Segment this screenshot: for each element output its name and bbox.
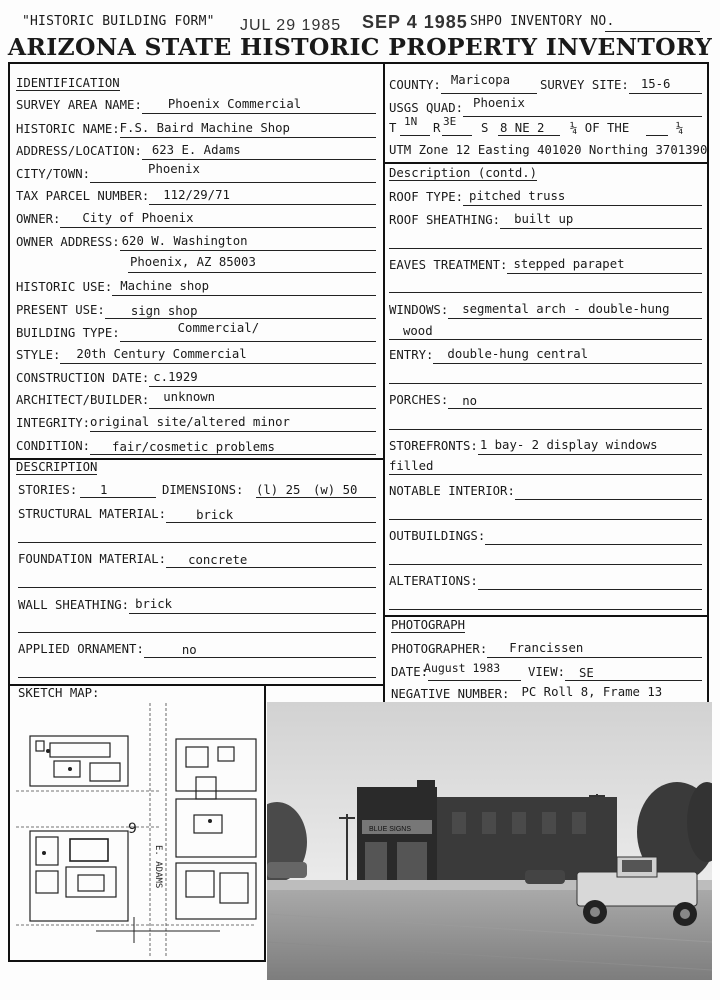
foundation-field[interactable]: [18, 548, 376, 568]
owner-label: OWNER:: [16, 212, 61, 226]
ornament-extra-rule[interactable]: [18, 677, 376, 678]
tax-parcel-field[interactable]: [16, 185, 376, 205]
construction-date-value: c.1929: [153, 370, 198, 384]
building-type-value: Commercial/: [177, 321, 260, 335]
negative-number-value: PC Roll 8, Frame 13: [521, 685, 663, 699]
description-heading: DESCRIPTION: [16, 460, 98, 474]
roof-type-label: ROOF TYPE:: [389, 190, 464, 204]
architect-label: ARCHITECT/BUILDER:: [16, 393, 150, 407]
dimension-length: (l) 25: [256, 483, 301, 497]
photograph-heading: PHOTOGRAPH: [391, 618, 466, 632]
range-label: R: [433, 121, 441, 135]
structural-value: brick: [196, 508, 234, 522]
survey-site-label: SURVEY SITE:: [540, 78, 629, 92]
usgs-quad-field[interactable]: [389, 97, 702, 117]
survey-site-value: 15-6: [640, 77, 671, 91]
address-field[interactable]: [16, 140, 376, 160]
storefronts-label: STOREFRONTS:: [389, 439, 478, 453]
wall-sheathing-value: brick: [135, 597, 173, 611]
roof-type-field[interactable]: [389, 186, 702, 206]
windows-label: WINDOWS:: [389, 303, 449, 317]
address-label: ADDRESS/LOCATION:: [16, 144, 142, 158]
photographer-value: Francissen: [509, 641, 584, 655]
owner-address-label: OWNER ADDRESS:: [16, 235, 120, 249]
shpo-inventory-label: SHPO INVENTORY NO.: [470, 14, 615, 29]
windows-value: segmental arch - double-hung: [462, 302, 670, 316]
survey-area-field[interactable]: [16, 94, 376, 114]
wall-sheathing-field[interactable]: [18, 594, 376, 614]
foundation-value: concrete: [188, 553, 248, 567]
city-label: CITY/TOWN:: [16, 167, 91, 181]
present-use-value: sign shop: [130, 304, 198, 318]
quarter-rule[interactable]: [646, 135, 668, 136]
entry-value: double-hung central: [447, 347, 589, 361]
entry-extra-rule[interactable]: [389, 383, 702, 384]
style-label: STYLE:: [16, 348, 61, 362]
city-field[interactable]: [16, 163, 376, 183]
township-label: T: [389, 121, 397, 135]
eaves-extra-rule[interactable]: [389, 292, 702, 293]
township-rule: [400, 135, 430, 136]
roof-extra-rule[interactable]: [389, 248, 702, 249]
architect-field[interactable]: [16, 389, 376, 409]
processed-stamp-date: SEP 4 1985: [362, 12, 468, 32]
building-type-field[interactable]: [16, 322, 376, 342]
tax-parcel-label: TAX PARCEL NUMBER:: [16, 189, 150, 203]
windows-value-2: wood: [403, 324, 433, 338]
storefronts-extra-rule: [389, 474, 702, 475]
stories-rule[interactable]: [80, 497, 156, 498]
sketch-map-heading: SKETCH MAP:: [18, 686, 100, 700]
outbuildings-extra-rule[interactable]: [389, 564, 702, 565]
shpo-inventory-field[interactable]: [605, 31, 700, 32]
sketch-street-label: E. ADAMS: [153, 845, 163, 889]
entry-label: ENTRY:: [389, 348, 434, 362]
structural-field[interactable]: [18, 503, 376, 523]
owner-value: City of Phoenix: [82, 211, 194, 225]
negative-number-label: NEGATIVE NUMBER:: [391, 687, 510, 701]
style-field[interactable]: [16, 344, 376, 364]
porches-field[interactable]: [389, 389, 702, 409]
sketch-map: [10, 703, 262, 958]
eaves-label: EAVES TREATMENT:: [389, 258, 508, 272]
condition-field[interactable]: [16, 435, 376, 455]
county-field[interactable]: [389, 74, 537, 94]
architect-value: unknown: [163, 390, 216, 404]
structural-label: STRUCTURAL MATERIAL:: [18, 507, 167, 521]
condition-value: fair/cosmetic problems: [112, 440, 275, 454]
usgs-quad-label: USGS QUAD:: [389, 101, 464, 115]
survey-area-label: SURVEY AREA NAME:: [16, 98, 142, 112]
wall-extra-rule[interactable]: [18, 632, 376, 633]
owner-address-line-2-rule: [128, 272, 376, 273]
section-rule: [498, 135, 560, 136]
historic-use-label: HISTORIC USE:: [16, 280, 113, 294]
section-value: 8 NE 2: [500, 121, 545, 135]
outbuildings-label: OUTBUILDINGS:: [389, 529, 486, 543]
condition-label: CONDITION:: [16, 439, 91, 453]
foundation-label: FOUNDATION MATERIAL:: [18, 552, 167, 566]
city-value: Phoenix: [148, 162, 200, 176]
negative-number-field[interactable]: [391, 683, 702, 703]
style-value: 20th Century Commercial: [76, 347, 247, 361]
historic-use-field[interactable]: [16, 276, 376, 296]
roof-type-value: pitched truss: [469, 189, 566, 203]
alterations-field[interactable]: [389, 570, 702, 590]
form-name: "HISTORIC BUILDING FORM": [22, 14, 215, 29]
present-use-field[interactable]: [16, 299, 376, 319]
storefront-sign: BLUE SIGNS: [369, 826, 412, 833]
utm-coordinates: UTM Zone 12 Easting 401020 Northing 3701390: [389, 143, 708, 157]
integrity-field[interactable]: [16, 412, 376, 432]
description-contd-heading: Description (contd.): [389, 166, 538, 180]
integrity-label: INTEGRITY:: [16, 416, 91, 430]
construction-date-field[interactable]: [16, 367, 376, 387]
survey-area-value: Phoenix Commercial: [167, 97, 302, 111]
view-field[interactable]: [528, 661, 702, 681]
notable-interior-extra-rule[interactable]: [389, 519, 702, 520]
eaves-value: stepped parapet: [513, 257, 625, 271]
storefronts-value: 1 bay- 2 display windows: [479, 438, 658, 452]
photo-date-field[interactable]: [391, 661, 521, 681]
stories-value: 1: [100, 483, 108, 497]
present-use-label: PRESENT USE:: [16, 303, 105, 317]
historic-name-value: F.S. Baird Machine Shop: [119, 121, 290, 135]
identification-heading: IDENTIFICATION: [16, 76, 120, 90]
porches-value: no: [462, 394, 478, 408]
windows-extra-rule: [389, 339, 702, 340]
range-rule: [442, 135, 472, 136]
received-stamp-date: JUL 29 1985: [240, 17, 342, 34]
historic-name-label: HISTORIC NAME:: [16, 122, 120, 136]
wall-sheathing-label: WALL SHEATHING:: [18, 598, 130, 612]
county-value: Maricopa: [450, 73, 511, 87]
roof-sheathing-value: built up: [514, 212, 574, 226]
porches-extra-rule[interactable]: [389, 429, 702, 430]
alterations-label: ALTERATIONS:: [389, 574, 478, 588]
eaves-field[interactable]: [389, 254, 702, 274]
entry-field[interactable]: [389, 344, 702, 364]
section-label: S: [481, 121, 489, 135]
ornament-label: APPLIED ORNAMENT:: [18, 642, 144, 656]
view-label: VIEW:: [528, 665, 566, 679]
structural-extra-rule[interactable]: [18, 542, 376, 543]
range-value: 3E: [443, 115, 457, 128]
photographer-field[interactable]: [391, 638, 702, 658]
construction-date-label: CONSTRUCTION DATE:: [16, 371, 150, 385]
sketch-lot-number: 9: [128, 821, 137, 837]
building-type-label: BUILDING TYPE:: [16, 326, 120, 340]
address-value: 623 E. Adams: [151, 143, 241, 157]
photo-date-label: DATE:: [391, 665, 429, 679]
storefronts-value-2: filled: [389, 459, 434, 473]
page-title: ARIZONA STATE HISTORIC PROPERTY INVENTORY: [7, 33, 713, 61]
usgs-quad-value: Phoenix: [473, 96, 525, 110]
historic-name-field[interactable]: [16, 118, 376, 138]
county-label: COUNTY:: [389, 78, 441, 92]
photo-date-value: August 1983: [424, 661, 501, 675]
historic-use-value: Machine shop: [120, 279, 210, 293]
township-value: 1N: [404, 115, 418, 128]
view-value: SE: [579, 666, 594, 680]
owner-address-line-2: Phoenix, AZ 85003: [130, 255, 256, 269]
owner-address-line-1: 620 W. Washington: [121, 234, 248, 248]
building-photograph: [267, 702, 712, 980]
dimensions-rule[interactable]: [256, 497, 376, 498]
dimension-width: (w) 50: [313, 483, 358, 497]
integrity-value: original site/altered minor: [90, 415, 290, 429]
roof-sheathing-field[interactable]: [389, 209, 702, 229]
ornament-value: no: [181, 643, 197, 657]
foundation-extra-rule[interactable]: [18, 587, 376, 588]
notable-interior-label: NOTABLE INTERIOR:: [389, 484, 515, 498]
outbuildings-field[interactable]: [389, 525, 702, 545]
quarter-end: ¼: [676, 121, 684, 135]
stories-label: STORIES:: [18, 483, 78, 497]
survey-site-field[interactable]: [540, 74, 702, 94]
tax-parcel-value: 112/29/71: [163, 188, 230, 202]
photographer-label: PHOTOGRAPHER:: [391, 642, 488, 656]
sketch-map-drawing: [10, 703, 262, 958]
storefronts-field[interactable]: [389, 435, 702, 455]
dimensions-label: DIMENSIONS:: [162, 483, 244, 497]
ornament-field[interactable]: [18, 638, 376, 658]
roof-sheathing-label: ROOF SHEATHING:: [389, 213, 501, 227]
alterations-extra-rule[interactable]: [389, 609, 702, 610]
building-photo-image: [267, 702, 712, 980]
porches-label: PORCHES:: [389, 393, 449, 407]
owner-field[interactable]: [16, 208, 376, 228]
windows-field[interactable]: [389, 299, 702, 319]
owner-address-field[interactable]: [16, 231, 376, 251]
notable-interior-field[interactable]: [389, 480, 702, 500]
quarter-label: ¼ OF THE: [570, 121, 630, 135]
